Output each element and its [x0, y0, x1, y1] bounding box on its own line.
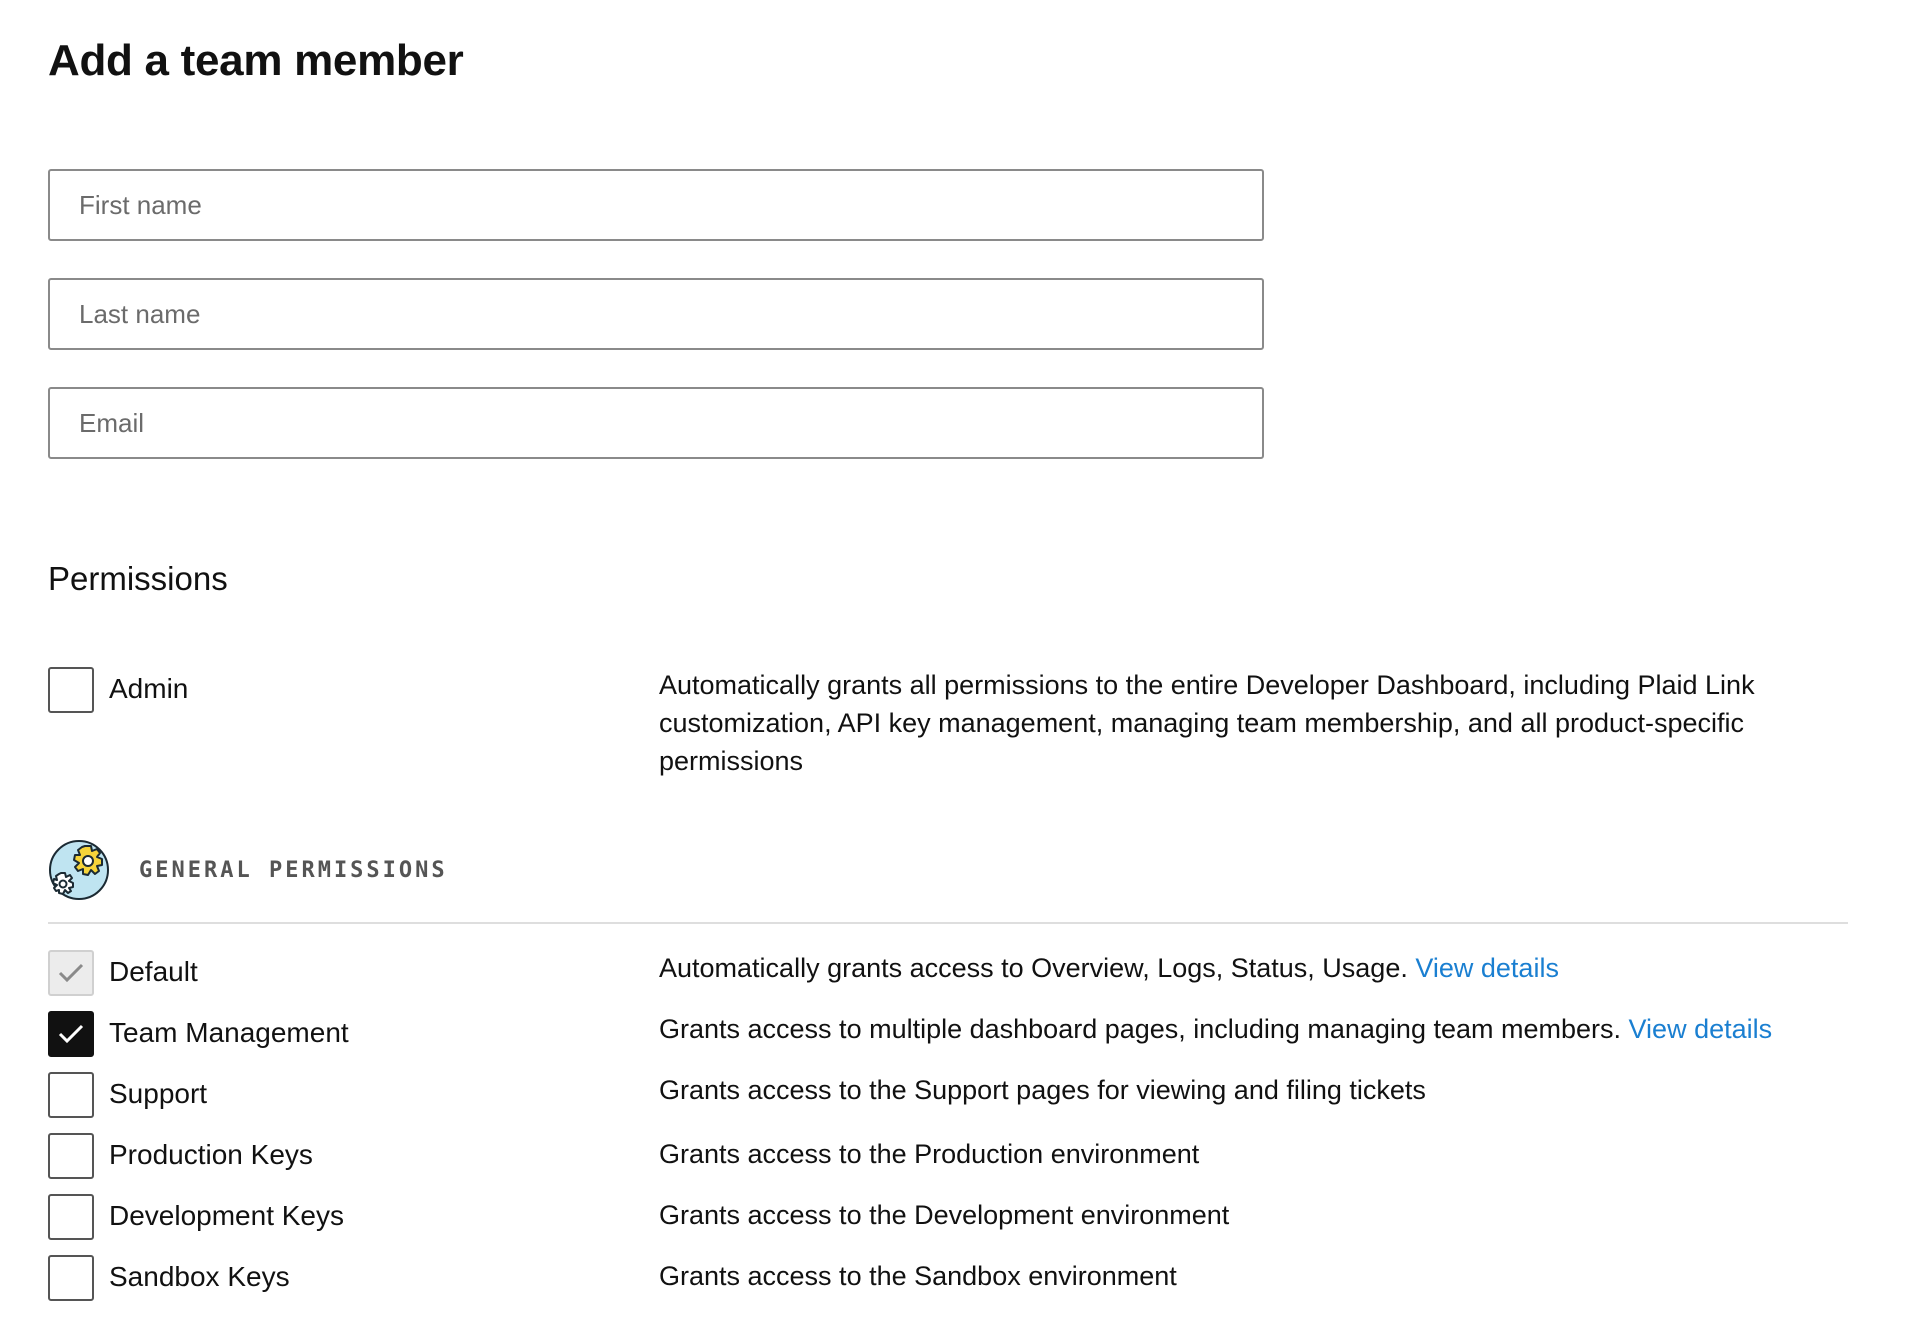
- admin-description: Automatically grants all permissions to the entire Developer Dashboard, including Plaid Link customization, API key management, managing team membership, and all product-specific permissions: [659, 670, 1755, 776]
- last-name-field[interactable]: [48, 278, 1264, 350]
- team-management-label: Team Management: [109, 1017, 349, 1048]
- team-management-view-details-link[interactable]: View details: [1628, 1014, 1773, 1044]
- sandbox-keys-checkbox[interactable]: [48, 1255, 94, 1301]
- admin-label: Admin: [109, 673, 189, 704]
- production-keys-checkbox[interactable]: [48, 1133, 94, 1179]
- general-permissions-title: GENERAL PERMISSIONS: [139, 858, 448, 883]
- support-description: Grants access to the Support pages for viewing and filing tickets: [659, 1075, 1426, 1105]
- default-description: [659, 949, 1869, 987]
- page-title: Add a team member: [48, 36, 464, 85]
- team-management-checkbox[interactable]: [48, 1011, 94, 1057]
- gears-icon: [48, 839, 110, 901]
- check-icon: [58, 1023, 84, 1045]
- production-keys-label: Production Keys: [109, 1139, 313, 1170]
- development-keys-checkbox[interactable]: [48, 1194, 94, 1240]
- sandbox-keys-label: Sandbox Keys: [109, 1261, 290, 1292]
- team-management-description: [659, 1010, 1869, 1048]
- development-keys-label: Development Keys: [109, 1200, 345, 1231]
- first-name-field[interactable]: [48, 169, 1264, 241]
- permissions-heading: Permissions: [48, 560, 228, 597]
- email-field[interactable]: [48, 387, 1264, 459]
- default-view-details-link[interactable]: View details: [1415, 953, 1559, 983]
- default-label: Default: [109, 956, 198, 987]
- support-label: Support: [109, 1078, 208, 1109]
- support-checkbox[interactable]: [48, 1072, 94, 1118]
- check-icon: [58, 962, 84, 984]
- default-description-text: Automatically grants access to Overview, Logs, Status, Usage.: [659, 953, 1408, 983]
- admin-checkbox[interactable]: [48, 667, 94, 713]
- development-keys-description: Grants access to the Development environment: [659, 1200, 1230, 1230]
- section-divider: [48, 922, 1848, 924]
- sandbox-keys-description: Grants access to the Sandbox environment: [659, 1261, 1177, 1291]
- first-name-input[interactable]: [50, 171, 1262, 239]
- last-name-input[interactable]: [50, 280, 1262, 348]
- production-keys-description: Grants access to the Production environment: [659, 1139, 1200, 1169]
- email-input[interactable]: [50, 389, 1262, 457]
- default-checkbox[interactable]: [48, 950, 94, 996]
- team-management-description-text: Grants access to multiple dashboard pages, including managing team members.: [659, 1014, 1622, 1044]
